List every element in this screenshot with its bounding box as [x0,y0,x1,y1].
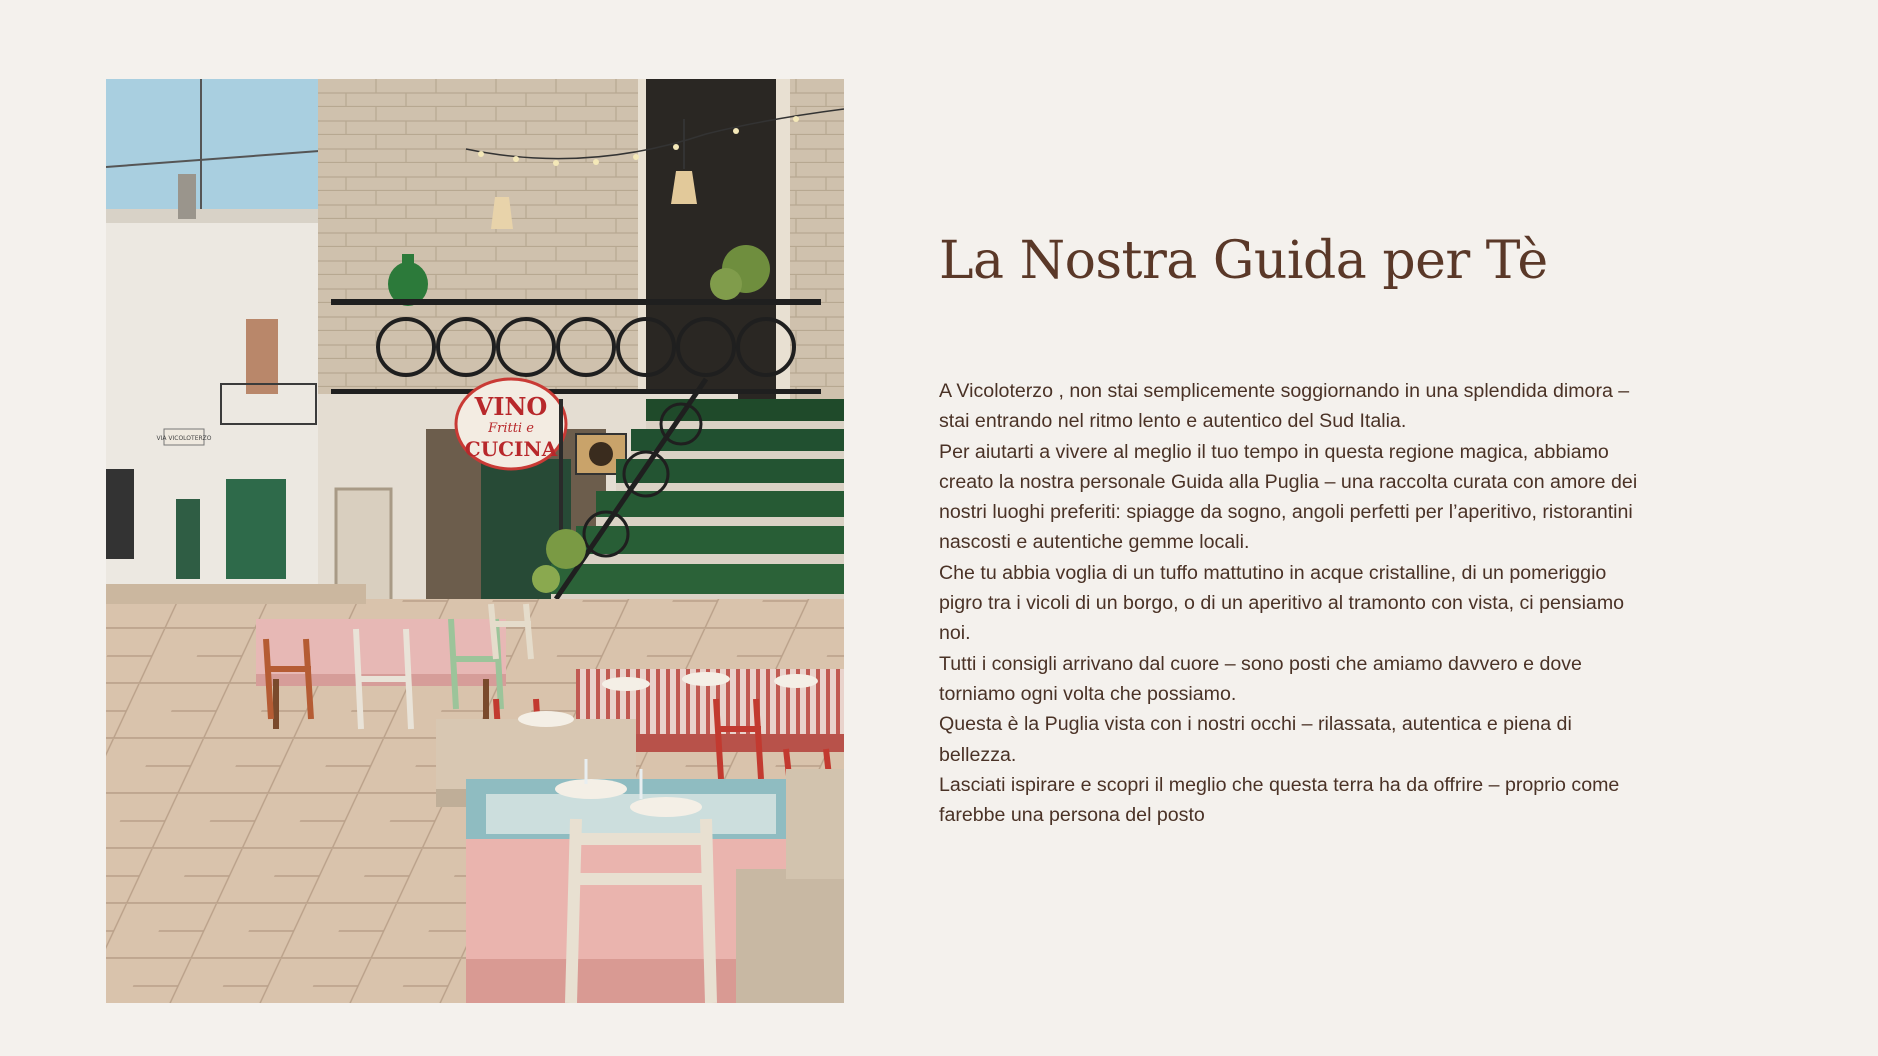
vino-sign-middle: Fritti e [488,421,534,436]
vino-sign-top: VINO [474,392,548,421]
guide-content [939,226,1639,830]
guide-body-text [939,376,1639,830]
paragraph-guide: Per aiutarti a vivere al meglio il tuo tempo in questa regione magica, abbiamo creato la nostra personale Guida alla Puglia – una raccolta curata con amore dei nostri luoghi preferiti: spiagge da sogno, angoli perfetti per l’aperitivo, ristorantini nascosti e autentiche gemme locali. [939,440,1638,554]
paragraph-intro: A Vicoloterzo , non stai semplicemente soggiornando in una splendida dimora – stai entrando nel ritmo lento e autentico del Sud Italia. [939,380,1630,433]
vino-sign-bottom: CUCINA [464,437,558,461]
page-title: La Nostra Guida per Tè [939,231,1548,291]
paragraph-puglia: Questa è la Puglia vista con i nostri occhi – rilassata, autentica e piena di bellezza. [939,713,1572,766]
paragraph-activities: Che tu abbia voglia di un tuffo mattutino in acque cristalline, di un pomeriggio pigro tra i vicoli di un borgo, o di un aperitivo al tramonto con vista, ci pensiamo noi. [939,561,1625,645]
street-restaurant-photo [106,79,844,1003]
wall-sign: VIA VICOLOTERZO [156,435,212,442]
paragraph-closing: Lasciati ispirare e scopri il meglio che questa terra ha da offrire – proprio come farebbe una persona del posto [939,773,1620,827]
paragraph-advice: Tutti i consigli arrivano dal cuore – sono posti che amiamo davvero e dove torniamo ogni volta che possiamo. [939,652,1582,705]
